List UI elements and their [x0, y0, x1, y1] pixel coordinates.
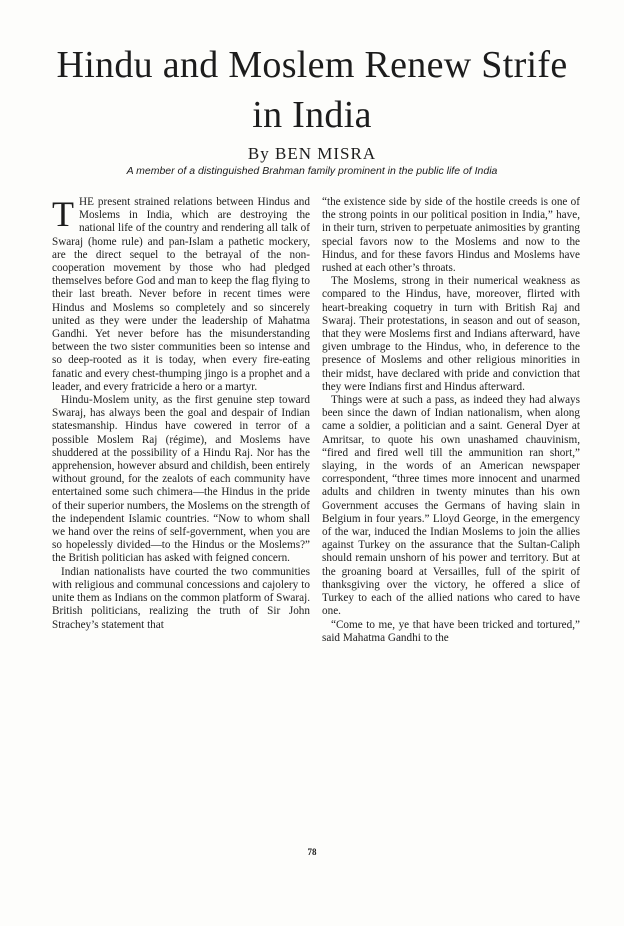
paragraph: The Moslems, strong in their numerical weakness as compared to the Hindus, have, moreover, flirted with heart-breaking coquetry in turn with British Raj and Swaraj. Their protestations, in season and out of season, that they were Moslems first and Indians afterward, have given umbrage to the Hindus, who, in deference to the presence of Moslems and other religious minorities in their midst, have declared with pride and conviction that they were Indians first and Hindus afterward.	[322, 275, 580, 393]
paragraph: “the existence side by side of the hostile creeds is one of the strong points in our political position in India,” have, in their turn, striven to perpetuate animosities by granting special favors now to the Moslems and now to the Hindus, and for these favors Hindus and Moslems have rushed at each other’s throats.	[322, 196, 580, 275]
page-number: 78	[307, 847, 317, 857]
article-title-line-2: in India	[252, 94, 372, 136]
left-column	[52, 196, 310, 632]
paragraph: Things were at such a pass, as indeed they had always been since the dawn of Indian nationalism, when along came a soldier, a politician and a saint. General Dyer at Amritsar, to quote his own unashamed chauvinism, “fired and fired well till the ammunition ran short,” slaying, in the words of an American newspaper correspondent, “three times more innocent and unarmed adults and children in twenty minutes than his own Government accuses the Germans of having slain in Belgium in four years.” Lloyd George, in the emergency of the war, induced the Indian Moslems to join the allies against Turkey on the assurance that the Sultan-Caliph should remain unshorn of his power and territory. But at the groaning board at Versailles, full of the spirit of thanksgiving over the victory, he offered a slice of Turkey to each of the allied nations who cared to have one.	[322, 394, 580, 618]
author-note: A member of a distinguished Brahman family prominent in the public life of India	[126, 165, 498, 177]
drop-cap: T	[52, 194, 74, 234]
paragraph: Hindu-Moslem unity, as the first genuine step toward Swaraj, has always been the goal and despair of Indian statesmanship. Hindus have cowered in terror of a possible Moslem Raj (régime), and Moslems have shuddered at the possibility of a Hindu Raj. Nor has the apprehension, however absurd and childish, been entirely without ground, for the zealots of each community have entertained some such chimera—the Hindus in the pride of their superior numbers, the Moslems on the strength of the independent Islamic countries. “Now to whom shall we hand over the reins of self-government, when you are so hopelessly divided—to the Hindus or the Moslems?” the British politician has asked with feigned concern.	[52, 394, 310, 565]
byline: By BEN MISRA	[247, 144, 377, 163]
paragraph: “Come to me, ye that have been tricked and tortured,” said Mahatma Gandhi to the	[322, 618, 580, 644]
article-title-line-1: Hindu and Moslem Renew Strife	[56, 44, 568, 86]
article-title	[40, 40, 584, 140]
paragraph: Indian nationalists have courted the two communities with religious and communal concessions and cajolery to unite them as Indians on the common platform of Swaraj. British politicians, realizing the truth of Sir John Strachey’s statement that	[52, 565, 310, 631]
right-column	[322, 196, 580, 645]
paragraph-text: HE present strained relations between Hindus and Moslems in India, which are destroying the national life of the country and rendering all talk of Swaraj (home rule) and pan-Islam a pathetic mockery, are the direct sequel to the betrayal of the non-cooperation movement by those who had pledged themselves before God and man to keep the flag flying to their last breath. Never before in recent times were Hindus and Moslems so completely and so sincerely united as they were under the leadership of Mahatma Gandhi. Yet never before has the misunderstanding between the two sister communities been so intense and so deep-rooted as it is today, when every fire-eating fanatic and every chest-thumping jingo is a prophet and a leader, and every fratricide a hero or a martyr.	[52, 196, 310, 393]
paragraph	[52, 196, 310, 394]
